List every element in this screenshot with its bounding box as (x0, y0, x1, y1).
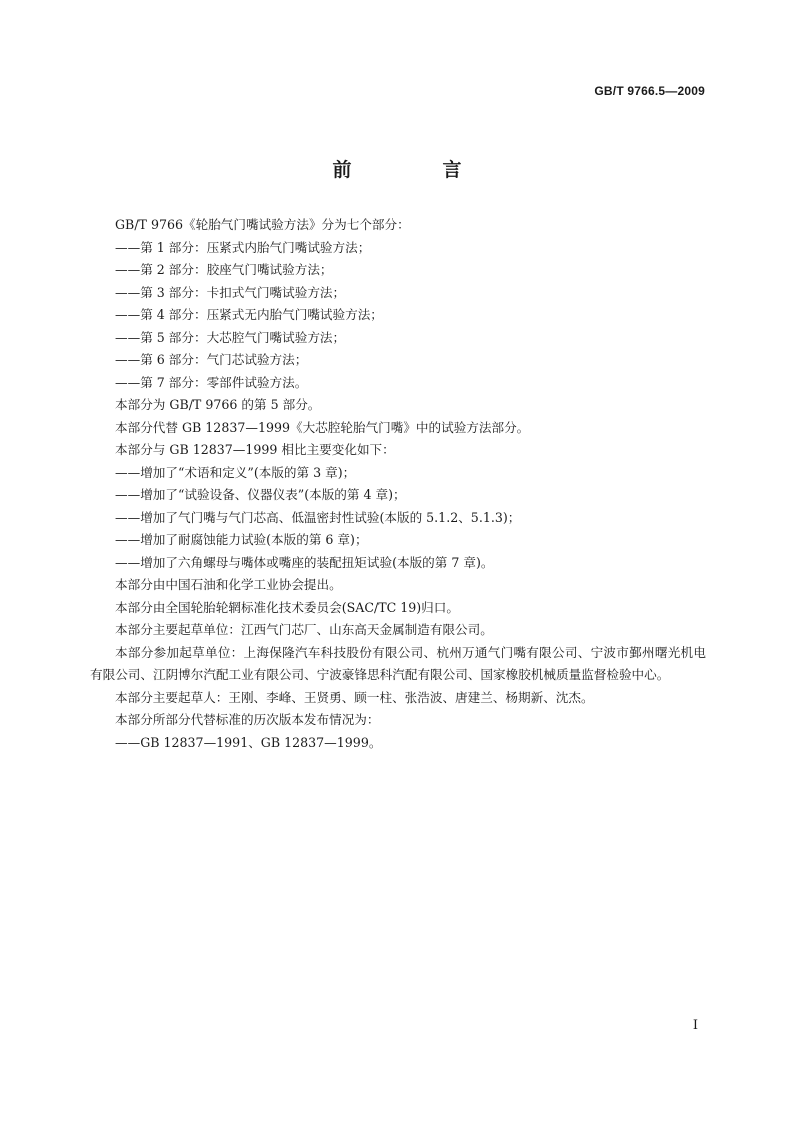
paragraph-main-drafters-org: 本部分主要起草单位：江西气门芯厂、山东高天金属制造有限公司。 (115, 622, 493, 637)
list-item-history: ——GB 12837—1991、GB 12837—1999。 (115, 734, 382, 750)
paragraph-proposed-by: 本部分由中国石油和化学工业协会提出。 (115, 577, 342, 592)
list-item-change-2: ——增加了“试验设备、仪器仪表”(本版的第 4 章)； (115, 487, 406, 502)
paragraph-replaces: 本部分代替 GB 12837—1999《大芯腔轮胎气门嘴》中的试验方法部分。 (115, 419, 530, 435)
paragraph-changes-intro: 本部分与 GB 12837—1999 相比主要变化如下： (115, 442, 395, 457)
page-title: 前 言 (332, 159, 498, 181)
list-item-part-2: ——第 2 部分：胶座气门嘴试验方法； (115, 262, 333, 277)
list-item-part-7: ——第 7 部分：零部件试验方法。 (115, 374, 308, 390)
list-item-change-3: ——增加了气门嘴与气门芯高、低温密封性试验(本版的 5.1.2、5.1.3)； (115, 509, 521, 525)
paragraph-intro: GB/T 9766《轮胎气门嘴试验方法》分为七个部分： (115, 217, 410, 232)
paragraph-participating-drafters-org: 本部分参加起草单位：上海保隆汽车科技股份有限公司、杭州万通气门嘴有限公司、宁波市鄞州曙光机电有限公司、江阴博尔汽配工业有限公司、宁波豪锋思科汽配有限公司、国家橡胶机械质量监督检验中心。 (90, 644, 706, 682)
list-item-change-5: ——增加了六角螺母与嘴体或嘴座的装配扭矩试验(本版的第 7 章)。 (115, 554, 494, 570)
list-item-part-5: ——第 5 部分：大芯腔气门嘴试验方法； (115, 329, 346, 345)
foreword-body (90, 214, 706, 754)
list-item-part-6: ——第 6 部分：气门芯试验方法； (115, 352, 308, 367)
page-number: I (692, 1018, 698, 1033)
list-item-part-4: ——第 4 部分：压紧式无内胎气门嘴试验方法； (115, 307, 383, 322)
paragraph-centralized-by: 本部分由全国轮胎轮辋标准化技术委员会(SAC/TC 19)归口。 (115, 599, 459, 615)
list-item-change-1: ——增加了“术语和定义”(本版的第 3 章)； (115, 464, 356, 480)
paragraph-main-drafters: 本部分主要起草人：王刚、李峰、王贤勇、顾一柱、张浩波、唐建兰、杨期新、沈杰。 (115, 689, 594, 705)
paragraph-this-part: 本部分为 GB/T 9766 的第 5 部分。 (115, 397, 321, 412)
list-item-change-4: ——增加了耐腐蚀能力试验(本版的第 6 章)； (115, 532, 368, 547)
standard-code-header: GB/T 9766.5—2009 (594, 84, 705, 98)
list-item-part-3: ——第 3 部分：卡扣式气门嘴试验方法； (115, 284, 346, 300)
list-item-part-1: ——第 1 部分：压紧式内胎气门嘴试验方法； (115, 239, 371, 255)
paragraph-history-intro: 本部分所部分代替标准的历次版本发布情况为： (115, 712, 380, 727)
